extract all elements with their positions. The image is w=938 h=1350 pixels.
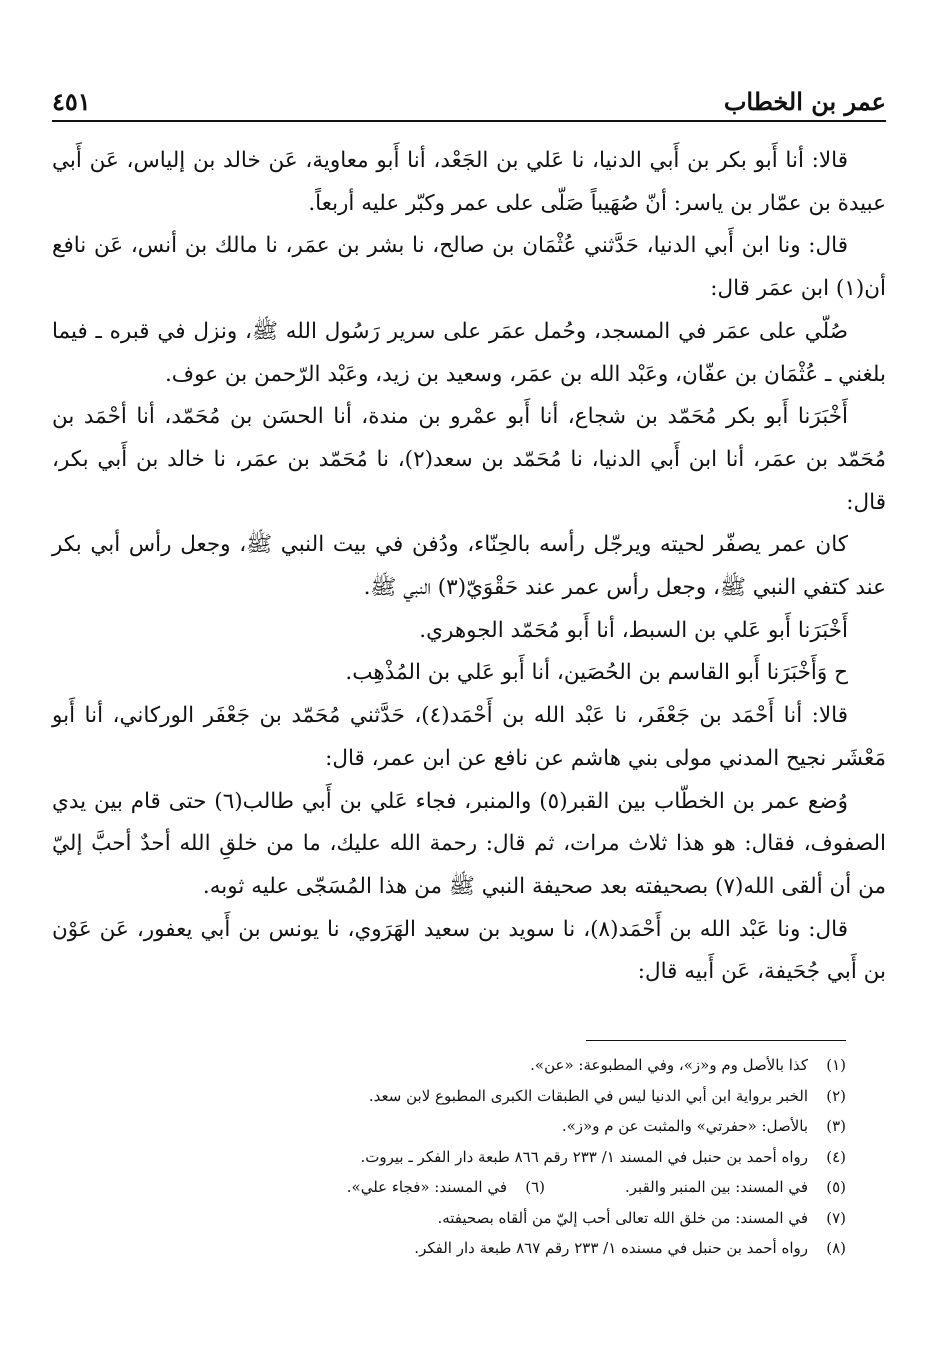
paragraph: أَخْبَرَنا أَبو عَلي بن السبط، أنا أَبو مُحَمّد الجوهري. — [419, 617, 848, 643]
paragraph: قال: ونا عَبْد الله بن أَحْمَد(٨)، نا سويد بن سعيد الهَرَوي، نا يونس بن أَبي يعفور، عَن عَوْن بن أَبي جُحَيفة، عَن أَبيه قال: — [52, 916, 886, 985]
footnote — [80, 1050, 846, 1081]
paragraph: صُلّي على عمَر في المسجد، وحُمل عمَر على سرير رَسُول الله ﷺ، ونزل في قبره ـ فيما بلغني ـ عُثْمَان بن عفّان، وعَبْد الله بن عمَر، وسعيد بن زيد، وعَبْد الرّحمن بن عوف. — [52, 318, 886, 387]
footnote-text: بالأصل: «حفرتي» والمثبت عن م و«ز». — [561, 1117, 808, 1135]
footnotes — [80, 1050, 846, 1264]
footnote — [80, 1081, 846, 1112]
footnote-number: (٧) — [826, 1208, 846, 1227]
footnote-text: الخبر برواية ابن أبي الدنيا ليس في الطبقات الكبرى المطبوع لابن سعد. — [368, 1086, 808, 1105]
footnote — [80, 1111, 846, 1142]
footnote-number: (١) — [826, 1056, 846, 1074]
page-number: ٤٥١ — [52, 87, 91, 116]
page-header — [52, 82, 886, 122]
footnote-number: (٢) — [826, 1086, 846, 1105]
paragraph: أَخْبَرَنا أَبو بكر مُحَمّد بن شجاع، أنا أَبو عمْرو بن مندة، أنا الحسَن بن مُحَمّد، أنا أحْمَد بن مُحَمّد بن عمَر، أنا ابن أَبي الدنيا، نا مُحَمّد بن سعد(٢)، نا مُحَمّد بن عمَر، نا خالد بن أَبي بكر، قال: — [52, 404, 886, 515]
footnote-number: (٤) — [826, 1147, 846, 1166]
footnote-text: كذا بالأصل وم و«ز»، وفي المطبوعة: «عن». — [530, 1056, 808, 1074]
footnote — [80, 1172, 846, 1203]
paragraph: قالا: أنا أَحْمَد بن جَعْفَر، نا عَبْد الله بن أَحْمَد(٤)، حَدَّثني مُحَمّد بن جَعْفَر الوركاني، أنا أَبو مَعْشَر نجيح المدني مولى بني هاشم عن نافع عن ابن عمر، قال: — [52, 703, 886, 771]
footnote-text: في المسند: من خلق الله تعالى أحب إليّ من ألقاه بصحيفته. — [437, 1208, 808, 1227]
footnote-text: في المسند: بين المنبر والقبر. — [625, 1178, 808, 1196]
paragraph: كان عمر يصفّر لحيته ويرجّل رأسه بالحِنّاء، ودُفن في بيت النبي ﷺ، وجعل رأس أبي بكر عند كتفي النبي ﷺ، وجعل رأس عمر عند حَقْوَيّ(٣) النبي ﷺ. — [52, 532, 886, 601]
paragraph: وُضع عمر بن الخطّاب بين القبر(٥) والمنبر، فجاء عَلي بن أَبي طالب(٦) حتى قام بين يدي الصفوف، فقال: هو هذا ثلاث مرات، ثم قال: رحمة الله عليك، ما من خلقِ الله أحدٌ أحبَّ إليّ من أن ألقى الله(٧) بصحيفته بعد صحيفة النبي ﷺ من هذا المُسَجّى عليه ثوبه. — [52, 788, 886, 899]
footnote — [80, 1203, 846, 1234]
footnote-text: في المسند: «فجاء علي». — [346, 1178, 507, 1196]
paragraph: ح وَأَخْبَرَنا أَبو القاسم بن الحُصَين، أنا أَبو عَلي بن المُذْهِب. — [345, 660, 848, 686]
paragraph: قال: ونا ابن أَبي الدنيا، حَدَّثني عُثْمَان بن صالح، نا بشر بن عمَر، نا مالك بن أنس، عَن نافع أن(١) ابن عمَر قال: — [52, 233, 886, 302]
running-title: عمر بن الخطاب — [723, 87, 886, 116]
footnote-number: (٦) — [525, 1178, 545, 1196]
main-text — [52, 140, 886, 994]
footnote-number: (٣) — [826, 1117, 846, 1135]
footnote-text: رواه أحمد بن حنبل في المسند ١/ ٢٣٣ رقم ٨٦٦ طبعة دار الفكر ـ بيروت. — [360, 1147, 808, 1166]
footnote-divider — [586, 1040, 846, 1041]
paragraph: قالا: أنا أَبو بكر بن أَبي الدنيا، نا عَلي بن الجَعْد، أنا أَبو معاوية، عَن خالد بن إلياس، عَن أَبي عبيدة بن عمّار بن ياسر: أنّ صُهَيباً صَلّى على عمر وكبّر عليه أربعاً. — [52, 148, 886, 216]
footnote-number: (٨) — [826, 1239, 846, 1257]
footnote-number: (٥) — [826, 1178, 846, 1196]
footnote — [80, 1142, 846, 1173]
footnote — [80, 1233, 846, 1264]
footnote-text: رواه أحمد بن حنبل في مسنده ١/ ٢٣٣ رقم ٨٦٧ طبعة دار الفكر. — [414, 1239, 808, 1257]
